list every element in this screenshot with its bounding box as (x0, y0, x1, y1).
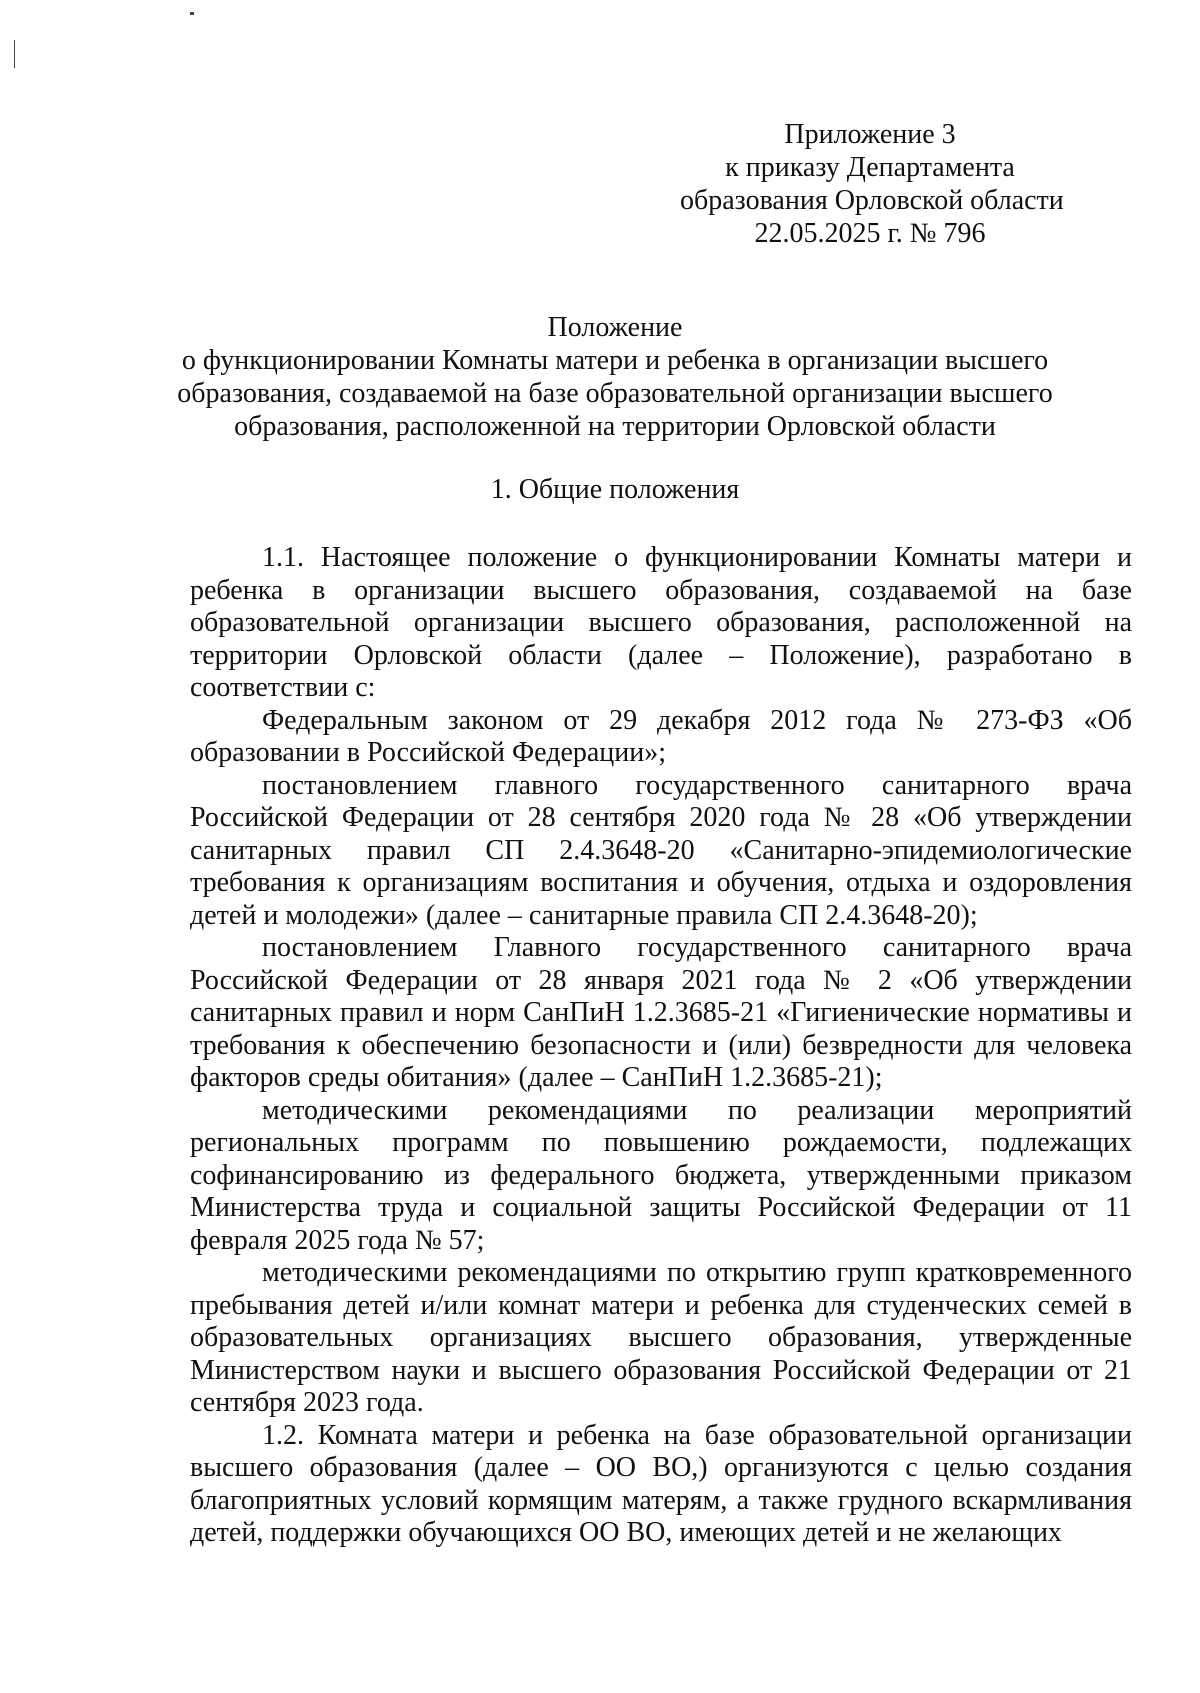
appendix-department: образования Орловской области (680, 185, 1064, 216)
appendix-date-number: 22.05.2025 г. № 796 (754, 218, 986, 249)
section-heading-general: 1. Общие положения (490, 474, 740, 505)
paragraph-sanpin: постановлением Главного государственного санитарного врача Российской Федерации от 28 января 2021 года № 2 «Об утверждении санитарных правил и норм СанПиН 1.2.3685-21 «Гигиенические нормативы и требования к обеспечению безопасности и (или) безвредности для человека факторов среды обитания» (далее – СанПиН 1.2.3685-21); (190, 932, 1132, 1093)
paragraph-1-1: 1.1. Настоящее положение о функционировании Комнаты матери и ребенка в организации высшего образования, создаваемой на базе образовательной организации высшего образования, расположенной на территории Орловской области (далее – Положение), разработано в соответствии с: (190, 542, 1132, 703)
document-title (150, 311, 1080, 443)
title-heading: Положение (547, 312, 683, 343)
appendix-header (680, 118, 1064, 250)
document-body (190, 542, 1132, 1550)
paragraph-mintrud-recommendations: методическими рекомендациями по реализации мероприятий региональных программ по повышению рождаемости, подлежащих софинансированию из федерального бюджета, утвержденными приказом Министерства труда и социальной защиты Российской Федерации от 11 февраля 2025 года № 57; (190, 1094, 1132, 1256)
scan-dot-mark (190, 12, 194, 15)
appendix-order-ref: к приказу Департамента (725, 152, 1015, 183)
paragraph-1-2: 1.2. Комната матери и ребенка на базе образовательной организации высшего образования (далее – ОО ВО,) организуются с целью создания благоприятных условий кормящим матерям, а также грудного вскармливания детей, поддержки обучающихся ОО ВО, имеющих детей и не желающих (190, 1419, 1132, 1548)
title-line-1: о функционировании Комнаты матери и ребенка в организации высшего (181, 345, 1049, 376)
scan-edge-mark (14, 40, 15, 68)
appendix-number: Приложение 3 (784, 119, 956, 150)
paragraph-sanitary-rules: постановлением главного государственного санитарного врача Российской Федерации от 28 сентября 2020 года № 28 «Об утверждении санитарных правил СП 2.4.3648-20 «Санитарно-эпидемиологические требования к организациям воспитания и обучения, отдыха и оздоровления детей и молодежи» (далее – санитарные правила СП 2.4.3648-20); (190, 769, 1132, 931)
paragraph-minobr-recommendations: методическими рекомендациями по открытию групп кратковременного пребывания детей и/или комнат матери и ребенка для студенческих семей в образовательных организациях высшего образования, утвержденные Министерством науки и высшего образования Российской Федерации от 21 сентября 2023 года. (190, 1257, 1132, 1418)
paragraph-federal-law: Федеральным законом от 29 декабря 2012 года № 273-ФЗ «Об образовании в Российской Федерации»; (190, 704, 1132, 768)
title-line-2: образования, создаваемой на базе образовательной организации высшего (177, 378, 1053, 409)
title-line-3: образования, расположенной на территории Орловской области (234, 411, 996, 442)
